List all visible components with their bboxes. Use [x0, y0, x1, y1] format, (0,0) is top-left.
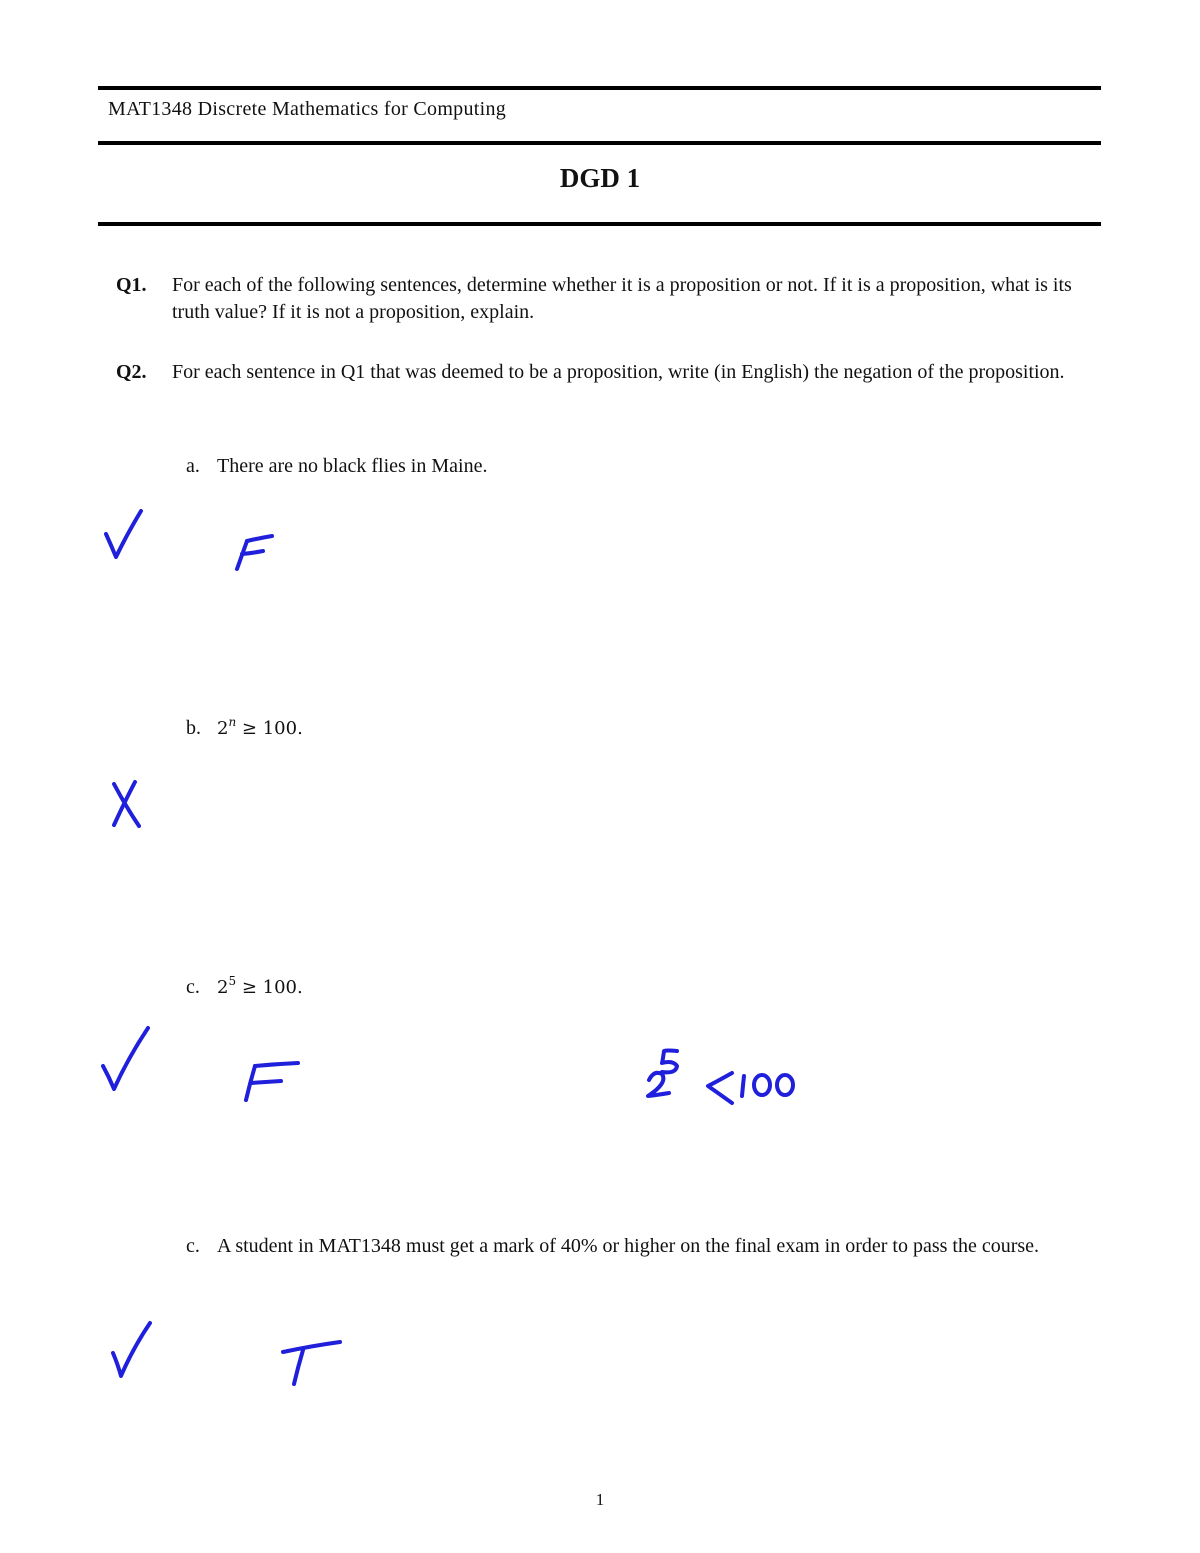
- handwritten-f: [237, 536, 272, 569]
- formula-base: 2: [217, 718, 229, 739]
- check-mark-icon: [106, 511, 141, 557]
- handwritten-t: [283, 1342, 340, 1384]
- question-text: For each of the following sentences, determine whether it is a proposition or not. If it is a proposition, what is its truth value? If it is not a proposition, explain.: [172, 274, 1072, 323]
- document-title: DGD 1: [559, 163, 641, 193]
- course-title: MAT1348 Discrete Mathematics for Computing: [108, 98, 507, 120]
- check-mark-icon: [113, 1323, 150, 1376]
- formula-exponent: n: [228, 715, 237, 729]
- cross-mark-icon: [114, 782, 139, 826]
- check-mark-icon: [103, 1028, 148, 1089]
- question-text: For each sentence in Q1 that was deemed to be a proposition, write (in English) the negation of the proposition.: [172, 361, 1065, 383]
- formula-exponent: 5: [228, 974, 237, 988]
- question-label: Q1.: [116, 274, 147, 296]
- formula-base: 2: [217, 977, 229, 998]
- item-text: There are no black flies in Maine.: [217, 455, 488, 477]
- item-label: a.: [186, 455, 200, 477]
- item-label: c.: [186, 1235, 200, 1257]
- question-label: Q2.: [116, 361, 147, 383]
- handwritten-inequality: [648, 1051, 793, 1104]
- page-number: 1: [595, 1490, 605, 1509]
- handwritten-f: [246, 1063, 298, 1100]
- item-label: c.: [186, 976, 200, 998]
- formula-rest: ≥ 100.: [236, 977, 303, 998]
- item-text: A student in MAT1348 must get a mark of 40% or higher on the final exam in order to pass the course.: [217, 1235, 1040, 1257]
- item-label: b.: [186, 717, 201, 739]
- formula-rest: ≥ 100.: [236, 718, 303, 739]
